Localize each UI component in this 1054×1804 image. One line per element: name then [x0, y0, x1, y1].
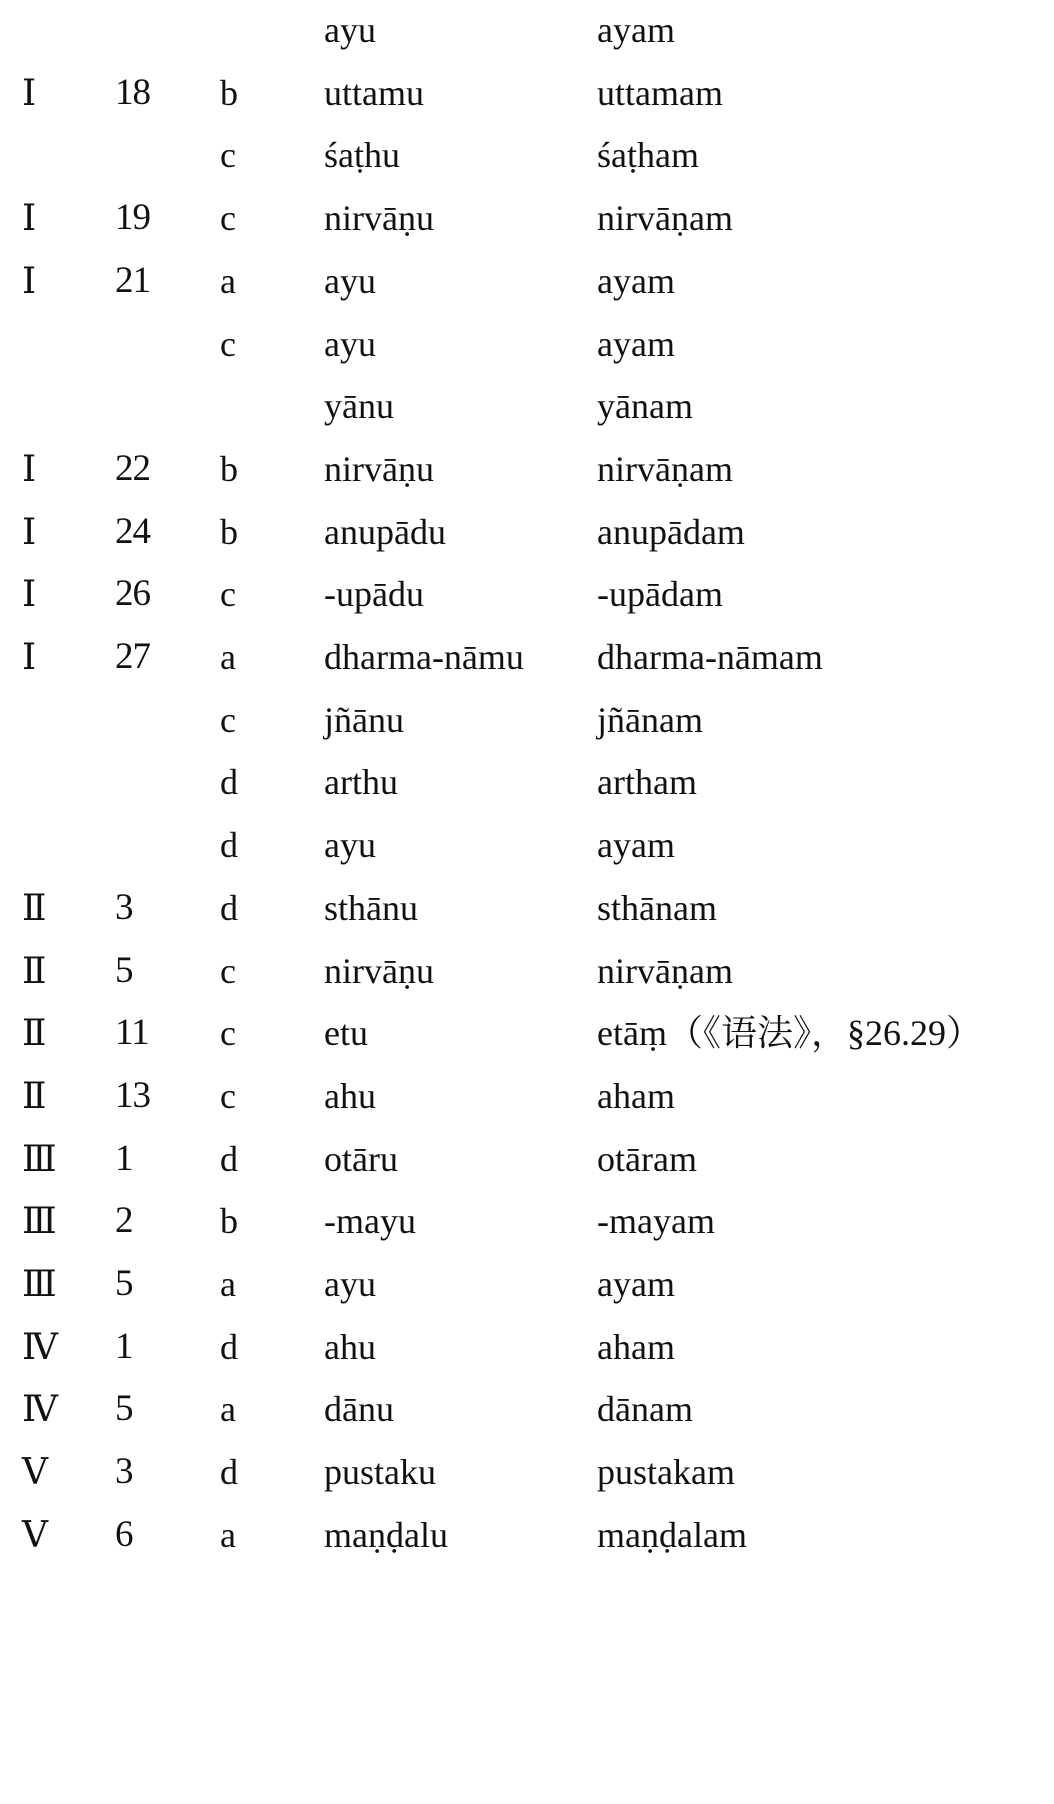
pada-cell: d	[220, 762, 238, 803]
target-form-cell: ayam	[597, 323, 675, 364]
verse-cell: 21	[115, 259, 150, 301]
chapter-cell: Ⅳ	[22, 1326, 58, 1367]
table-row	[0, 63, 1054, 123]
pada-cell: c	[220, 135, 236, 176]
verse-cell: 5	[115, 1263, 133, 1304]
table-row	[0, 0, 1054, 60]
verse-cell: 26	[115, 573, 150, 615]
target-form-cell: aham	[597, 1075, 675, 1116]
pada-cell: a	[220, 637, 236, 677]
source-form-cell: dānu	[324, 1389, 394, 1430]
table-row	[0, 690, 1054, 750]
verse-cell: 11	[115, 1012, 149, 1054]
source-form-cell: yānu	[324, 386, 394, 427]
pada-cell: b	[220, 72, 238, 113]
pada-cell: c	[220, 198, 236, 239]
source-form-cell: arthu	[324, 762, 398, 803]
target-form-cell: dānam	[597, 1389, 693, 1430]
verse-cell: 3	[115, 886, 133, 928]
table-row	[0, 1254, 1054, 1314]
chapter-cell: Ⅴ	[22, 1452, 48, 1493]
source-form-cell: ahu	[324, 1326, 376, 1367]
table-row	[0, 1191, 1054, 1251]
target-form-cell: ayam	[597, 260, 675, 301]
source-form-cell: ayu	[324, 10, 376, 50]
pada-cell: a	[220, 1389, 236, 1430]
target-form-cell: aham	[597, 1326, 675, 1367]
target-form-cell: sthānam	[597, 887, 717, 928]
chapter-cell: Ⅰ	[22, 72, 37, 113]
verse-cell: 5	[115, 949, 133, 991]
source-form-cell: śaṭhu	[324, 135, 400, 176]
verse-cell: 18	[115, 71, 150, 113]
table-row	[0, 878, 1054, 938]
table-row	[0, 1505, 1054, 1565]
table-row	[0, 1442, 1054, 1502]
chapter-cell: Ⅰ	[22, 511, 37, 552]
target-form-cell: nirvāṇam	[597, 198, 733, 239]
target-form-cell: nirvāṇam	[597, 448, 733, 489]
table-row	[0, 1066, 1054, 1126]
table-row	[0, 1129, 1054, 1189]
table-row	[0, 752, 1054, 812]
chapter-cell: Ⅰ	[22, 574, 37, 615]
chapter-cell: Ⅴ	[22, 1514, 48, 1555]
source-form-cell: ayu	[324, 323, 376, 364]
source-form-cell: ayu	[324, 1264, 376, 1304]
table-row	[0, 376, 1054, 436]
pada-cell: c	[220, 1075, 236, 1116]
source-form-cell: sthānu	[324, 887, 418, 928]
table-row	[0, 125, 1054, 185]
target-form-cell: yānam	[597, 386, 693, 427]
verse-cell: 2	[115, 1200, 133, 1242]
verse-cell: 22	[115, 447, 150, 489]
verse-cell: 1	[115, 1137, 133, 1179]
pada-cell: c	[220, 323, 236, 364]
source-form-cell: pustaku	[324, 1452, 436, 1493]
table-row	[0, 251, 1054, 311]
source-form-cell: nirvāṇu	[324, 448, 434, 489]
table-row	[0, 439, 1054, 499]
pada-cell: c	[220, 574, 236, 615]
pada-cell: b	[220, 511, 238, 552]
table-row	[0, 815, 1054, 875]
chapter-cell: Ⅱ	[22, 1013, 47, 1054]
chapter-cell: Ⅰ	[22, 198, 37, 239]
source-form-cell: -upādu	[324, 574, 424, 615]
chapter-cell: Ⅱ	[22, 1075, 47, 1116]
target-form-cell: uttamam	[597, 72, 723, 113]
pada-cell: b	[220, 1201, 238, 1242]
target-form-cell: maṇḍalam	[597, 1514, 747, 1555]
pada-cell: d	[220, 887, 238, 928]
chapter-cell: Ⅳ	[22, 1389, 58, 1430]
verse-cell: 5	[115, 1388, 133, 1430]
chapter-cell: Ⅱ	[22, 887, 47, 928]
pada-cell: d	[220, 825, 238, 866]
verse-cell: 27	[115, 636, 150, 677]
table-row	[0, 314, 1054, 374]
table-row	[0, 188, 1054, 248]
pada-cell: c	[220, 699, 236, 740]
verse-cell: 13	[115, 1074, 150, 1116]
target-form-cell: pustakam	[597, 1452, 735, 1493]
target-form-cell: artham	[597, 762, 697, 803]
target-form-cell: ayam	[597, 1264, 675, 1304]
pada-cell: a	[220, 1264, 236, 1304]
pada-cell: d	[220, 1138, 238, 1179]
target-form-cell: etāṃ（《语法》，§26.29）	[597, 1013, 982, 1054]
target-form-cell: ayam	[597, 10, 675, 50]
source-form-cell: dharma-nāmu	[324, 637, 524, 677]
target-form-cell: jñānam	[597, 699, 703, 740]
chapter-cell: Ⅲ	[22, 1264, 57, 1304]
table-row	[0, 627, 1054, 687]
target-form-cell: dharma-nāmam	[597, 637, 823, 677]
table-row	[0, 1379, 1054, 1439]
pada-cell: c	[220, 950, 236, 991]
verse-cell: 24	[115, 510, 150, 552]
target-form-cell: ayam	[597, 825, 675, 866]
pada-cell: d	[220, 1326, 238, 1367]
table-row	[0, 564, 1054, 624]
chapter-cell: Ⅲ	[22, 1138, 57, 1179]
source-form-cell: nirvāṇu	[324, 198, 434, 239]
table-row	[0, 502, 1054, 562]
pada-cell: d	[220, 1452, 238, 1493]
verse-cell: 1	[115, 1325, 133, 1367]
source-form-cell: jñānu	[324, 699, 404, 740]
source-form-cell: ahu	[324, 1075, 376, 1116]
source-form-cell: ayu	[324, 260, 376, 301]
source-form-cell: ayu	[324, 825, 376, 866]
target-form-cell: otāram	[597, 1138, 697, 1179]
target-form-cell: nirvāṇam	[597, 950, 733, 991]
source-form-cell: otāru	[324, 1138, 398, 1179]
verse-cell: 3	[115, 1451, 133, 1493]
chapter-cell: Ⅰ	[22, 448, 37, 489]
target-form-cell: śaṭham	[597, 135, 699, 176]
source-form-cell: -mayu	[324, 1201, 416, 1242]
source-form-cell: uttamu	[324, 72, 424, 113]
table-row	[0, 941, 1054, 1001]
target-form-cell: anupādam	[597, 511, 745, 552]
target-form-cell: -mayam	[597, 1201, 715, 1242]
pada-cell: a	[220, 1514, 236, 1555]
pada-cell: a	[220, 260, 236, 301]
verse-cell: 6	[115, 1513, 133, 1555]
chapter-cell: Ⅲ	[22, 1201, 57, 1242]
source-form-cell: etu	[324, 1013, 368, 1054]
pada-cell: b	[220, 448, 238, 489]
verse-cell: 19	[115, 197, 150, 239]
table-row	[0, 1003, 1054, 1063]
source-form-cell: nirvāṇu	[324, 950, 434, 991]
chapter-cell: Ⅰ	[22, 637, 37, 677]
table-row	[0, 1317, 1054, 1377]
pada-cell: c	[220, 1013, 236, 1054]
source-form-cell: maṇḍalu	[324, 1514, 448, 1555]
source-form-cell: anupādu	[324, 511, 446, 552]
chapter-cell: Ⅱ	[22, 950, 47, 991]
target-form-cell: -upādam	[597, 574, 723, 615]
chapter-cell: Ⅰ	[22, 260, 37, 301]
